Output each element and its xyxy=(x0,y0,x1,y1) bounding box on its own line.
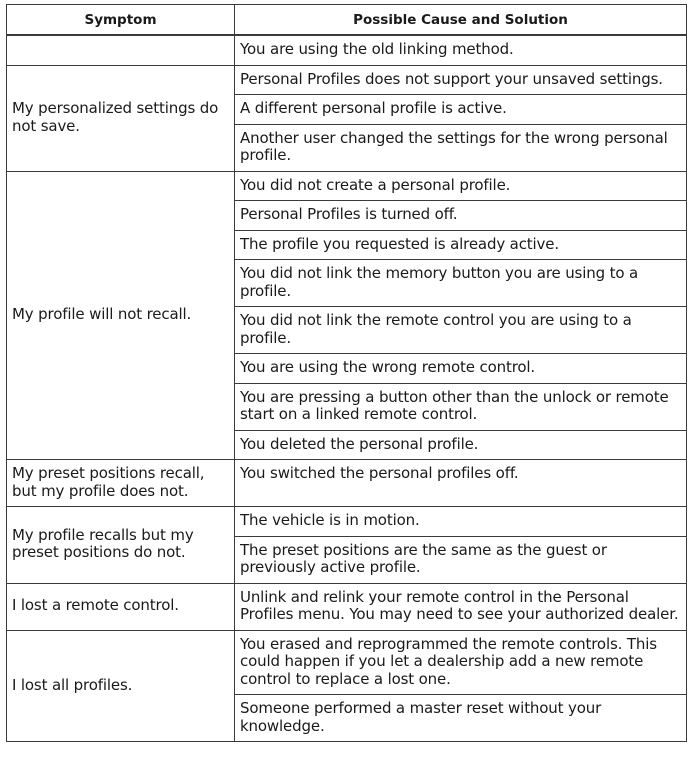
cause-cell: Personal Profiles does not support your unsaved settings. xyxy=(235,65,687,95)
cause-cell: You deleted the personal profile. xyxy=(235,430,687,460)
cause-cell: You did not link the memory button you are using to a profile. xyxy=(235,260,687,307)
troubleshooting-table-wrapper xyxy=(6,4,687,742)
table-row xyxy=(7,35,687,65)
table-row xyxy=(7,583,687,630)
cause-cell: You switched the personal profiles off. xyxy=(235,460,687,507)
table-row xyxy=(7,630,687,695)
symptom-cell: I lost a remote control. xyxy=(7,583,235,630)
cause-cell: You did not link the remote control you are using to a profile. xyxy=(235,307,687,354)
cause-cell: Someone performed a master reset without your knowledge. xyxy=(235,695,687,742)
cause-cell: Unlink and relink your remote control in the Personal Profiles menu. You may need to see your authorized dealer. xyxy=(235,583,687,630)
symptom-cell: My profile recalls but my preset positions do not. xyxy=(7,507,235,584)
cause-cell: The preset positions are the same as the guest or previously active profile. xyxy=(235,536,687,583)
cause-cell: You erased and reprogrammed the remote controls. This could happen if you let a dealership add a new remote control to replace a lost one. xyxy=(235,630,687,695)
table-body xyxy=(7,35,687,742)
cause-cell: You did not create a personal profile. xyxy=(235,171,687,201)
cause-cell: A different personal profile is active. xyxy=(235,95,687,125)
cause-cell: Personal Profiles is turned off. xyxy=(235,201,687,231)
symptom-cell: My profile will not recall. xyxy=(7,171,235,460)
table-row xyxy=(7,460,687,507)
table-row xyxy=(7,65,687,95)
symptom-cell: I lost all profiles. xyxy=(7,630,235,742)
table-row xyxy=(7,507,687,537)
table-row xyxy=(7,171,687,201)
cause-cell: The vehicle is in motion. xyxy=(235,507,687,537)
cause-cell: The profile you requested is already active. xyxy=(235,230,687,260)
cause-cell: You are using the old linking method. xyxy=(235,35,687,65)
cause-cell: Another user changed the settings for the wrong personal profile. xyxy=(235,124,687,171)
symptom-cell: My preset positions recall, but my profile does not. xyxy=(7,460,235,507)
header-row xyxy=(7,5,687,36)
symptom-column-header: Symptom xyxy=(7,5,235,36)
symptom-cell xyxy=(7,35,235,65)
symptom-cell: My personalized settings do not save. xyxy=(7,65,235,171)
cause-column-header: Possible Cause and Solution xyxy=(235,5,687,36)
troubleshooting-table xyxy=(6,4,687,742)
cause-cell: You are using the wrong remote control. xyxy=(235,354,687,384)
cause-cell: You are pressing a button other than the unlock or remote start on a linked remote control. xyxy=(235,383,687,430)
